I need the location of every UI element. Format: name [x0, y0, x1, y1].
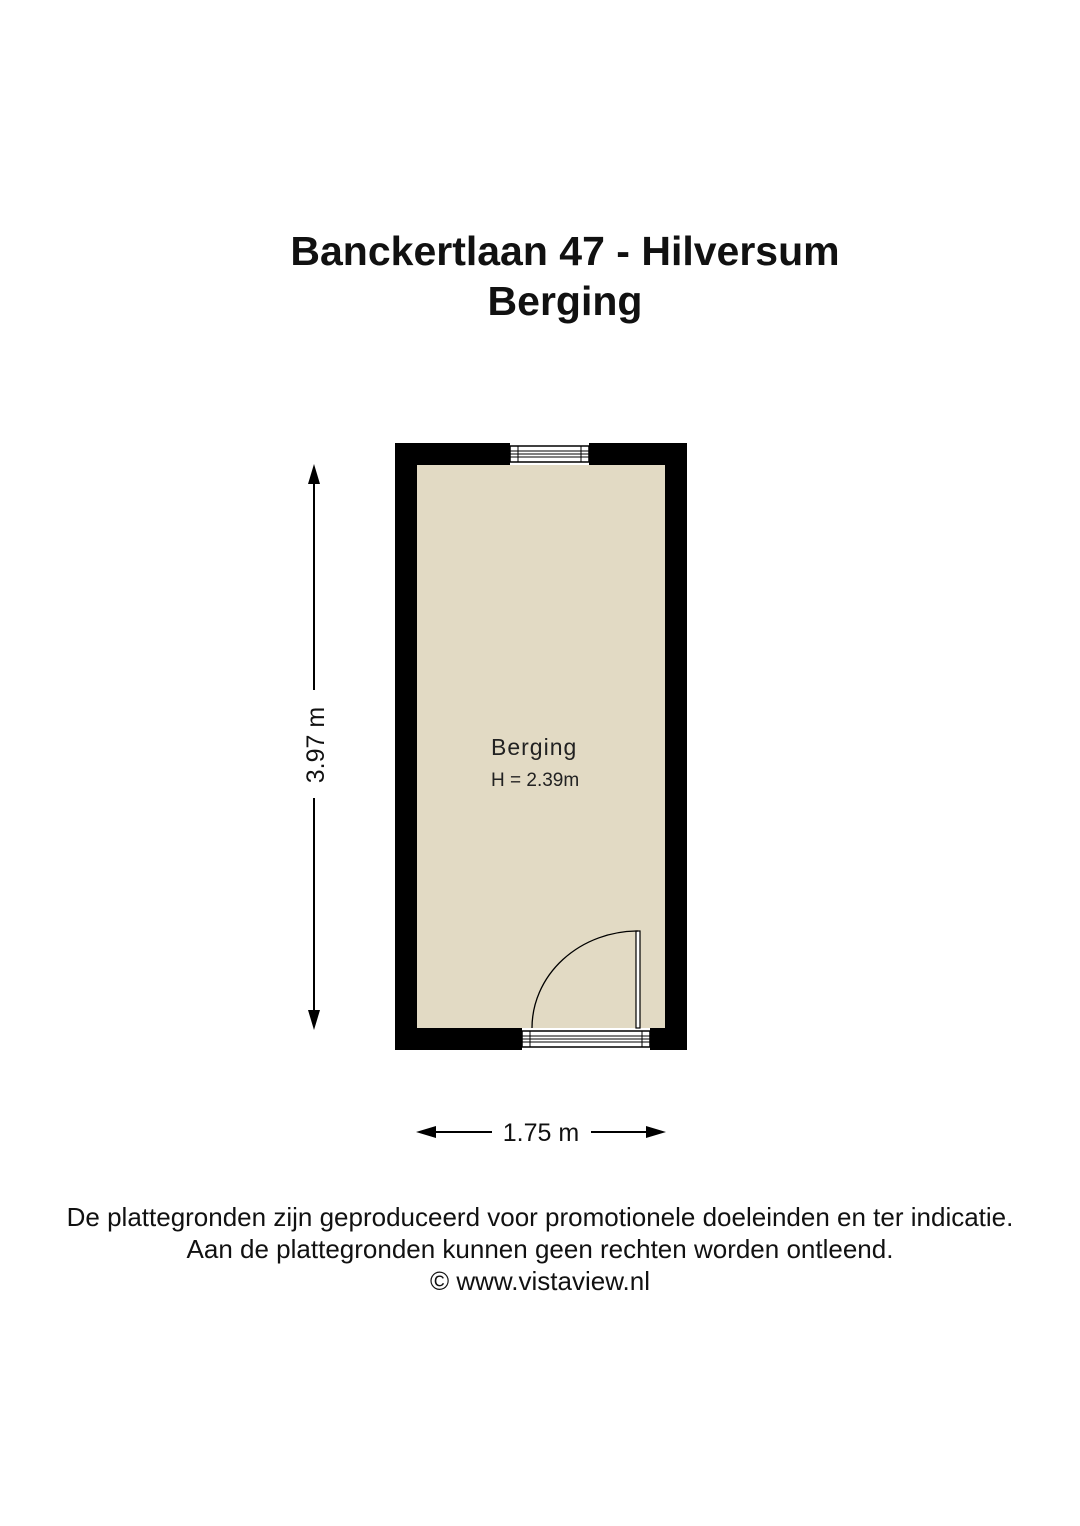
length-dimension-label: 3.97 m	[302, 706, 330, 784]
arrow-right-icon	[646, 1126, 666, 1138]
room-height-label: H = 2.39m	[491, 770, 580, 791]
window-top	[510, 443, 589, 465]
floor-heading: Berging	[487, 278, 643, 324]
arrow-left-icon	[416, 1126, 436, 1138]
disclaimer-line-2: Aan de plattegronden kunnen geen rechten worden ontleend.	[186, 1234, 894, 1264]
address-heading: Banckertlaan 47 - Hilversum	[290, 228, 840, 274]
disclaimer-line-1: De plattegronden zijn geproduceerd voor promotionele doeleinden en ter indicatie.	[66, 1202, 1014, 1232]
width-dimension	[416, 1119, 666, 1147]
disclaimer	[0, 1201, 1080, 1297]
arrow-up-icon	[308, 464, 320, 484]
length-dimension	[302, 464, 330, 1030]
arrow-down-icon	[308, 1010, 320, 1030]
copyright-link[interactable]: © www.vistaview.nl	[430, 1266, 650, 1296]
width-dimension-label: 1.75 m	[502, 1119, 580, 1147]
room-name-label: Berging	[491, 734, 578, 760]
door-opening	[522, 1028, 650, 1050]
